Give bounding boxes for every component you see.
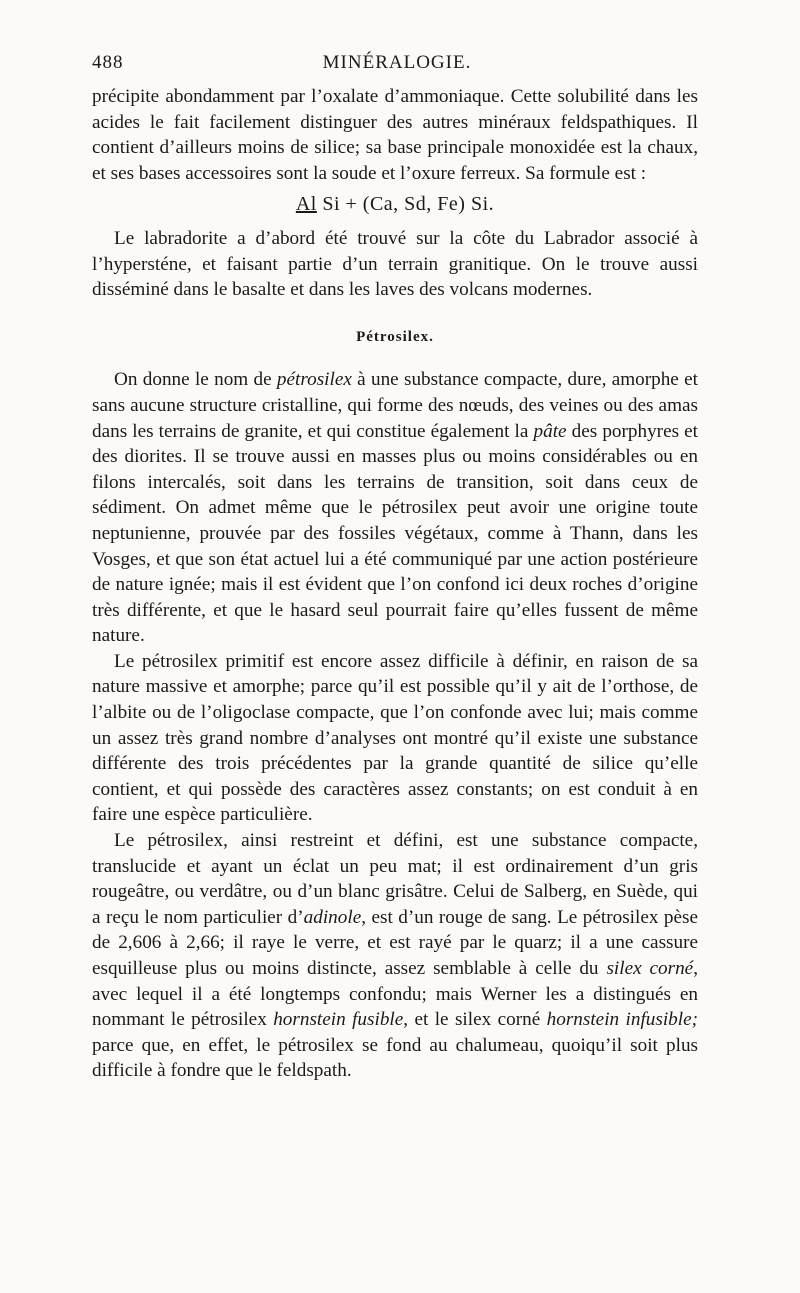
text-run: On donne le nom de	[114, 369, 277, 391]
page-number: 488	[92, 52, 124, 73]
paragraph-petrosilex-2: Le pétrosilex primitif est encore assez difficile à définir, en raison de sa nature massive et amorphe; parce qu’il est possible qu’il y ait de l’orthose, de l’albite ou de l’oligoclase compacte, que l’on confonde avec lui; mais comme un assez très grand nombre d’analyses ont montré qu’il existe une substance différente des trois précédentes par la grande quantité de silice qu’elle contient, et qui possède des caractères assez constants; on est conduit à en faire une espèce particulière.	[92, 650, 698, 826]
text-run: à une substance compacte, dure, amorphe et sans aucune structure cristalline, qui forme des nœuds, des veines ou des amas dans les terrains de granite, et qui constitue également la	[92, 369, 698, 442]
section-title: Pétrosilex.	[356, 328, 434, 345]
term-silex-corne: silex corné	[606, 958, 694, 979]
term-pate: pâte	[533, 420, 567, 442]
running-head: MINÉRALOGIE.	[322, 52, 472, 73]
formula-al: Al	[295, 193, 317, 216]
chemical-formula	[92, 192, 698, 218]
term-petrosilex: pétrosilex	[276, 369, 352, 391]
page-header	[92, 52, 702, 82]
paragraph-petrosilex-1	[92, 367, 698, 649]
term-hornstein-fusible: hornstein fusible	[273, 1009, 404, 1031]
term-adinole: adinole	[303, 906, 362, 928]
text-run: parce que, en effet, le pétrosilex se fond au chalumeau, quoiqu’il soit plus difficile à fondre que le feldspath.	[92, 1034, 698, 1082]
text-run: Le pétrosilex, ainsi restreint et défini, est une substance compacte, translucide et ayant un éclat un peu mat; il est ordinairement d’un gris rougeâtre, ou verdâtre, ou d’un blanc grisâtre. Celui de Salberg, en Suède, qui a reçu le nom particulier d’	[92, 830, 698, 928]
term-hornstein-infusible: hornstein infusible;	[546, 1009, 698, 1031]
text-run: , avec lequel il a été longtemps confondu; mais Werner les a distingués en nommant le pétrosilex	[92, 958, 698, 1031]
formula-rest: Si + (Ca, Sd, Fe) Si.	[316, 193, 495, 216]
text-run: , est d’un rouge de sang. Le pétrosilex pèse de 2,606 à 2,66; il raye le verre, et est rayé par le quarz; il a une cassure esquilleuse plus ou moins distincte, assez semblable à celle du	[92, 906, 698, 979]
paragraph-labradorite-1: précipite abondamment par l’oxalate d’ammoniaque. Cette solubilité dans les acides le fait facilement distinguer des autres minéraux feldspathiques. Il contient d’ailleurs moins de silice; sa base principale monoxidée est la chaux, et ses bases accessoires sont la soude et l’oxure ferreux. Sa formule est :	[92, 86, 698, 184]
page-body	[92, 84, 698, 1084]
paragraph-labradorite-2: Le labradorite a d’abord été trouvé sur la côte du Labrador associé à l’hypersténe, et faisant partie d’un terrain granitique. On le trouve aussi disséminé dans le basalte et dans les laves des volcans modernes.	[92, 227, 698, 301]
text-run: des porphyres et des diorites. Il se trouve aussi en masses plus ou moins considérables ou en filons intercalés, soit dans les terrains de transition, soit dans ceux de sédiment. On admet même que le pétrosilex peut avoir une origine toute neptunienne, prouvée par des fossiles végétaux, comme à Thann, dans les Vosges, et que son état actuel lui a été communiqué par une action postérieure de nature ignée; mais il est évident que l’on confond ici deux roches d’origine très différente, et que le hasard seul pourrait faire qu’elles fussent de même nature.	[92, 420, 698, 647]
paragraph-petrosilex-3	[92, 828, 698, 1084]
text-run: , et le silex corné	[403, 1009, 547, 1031]
